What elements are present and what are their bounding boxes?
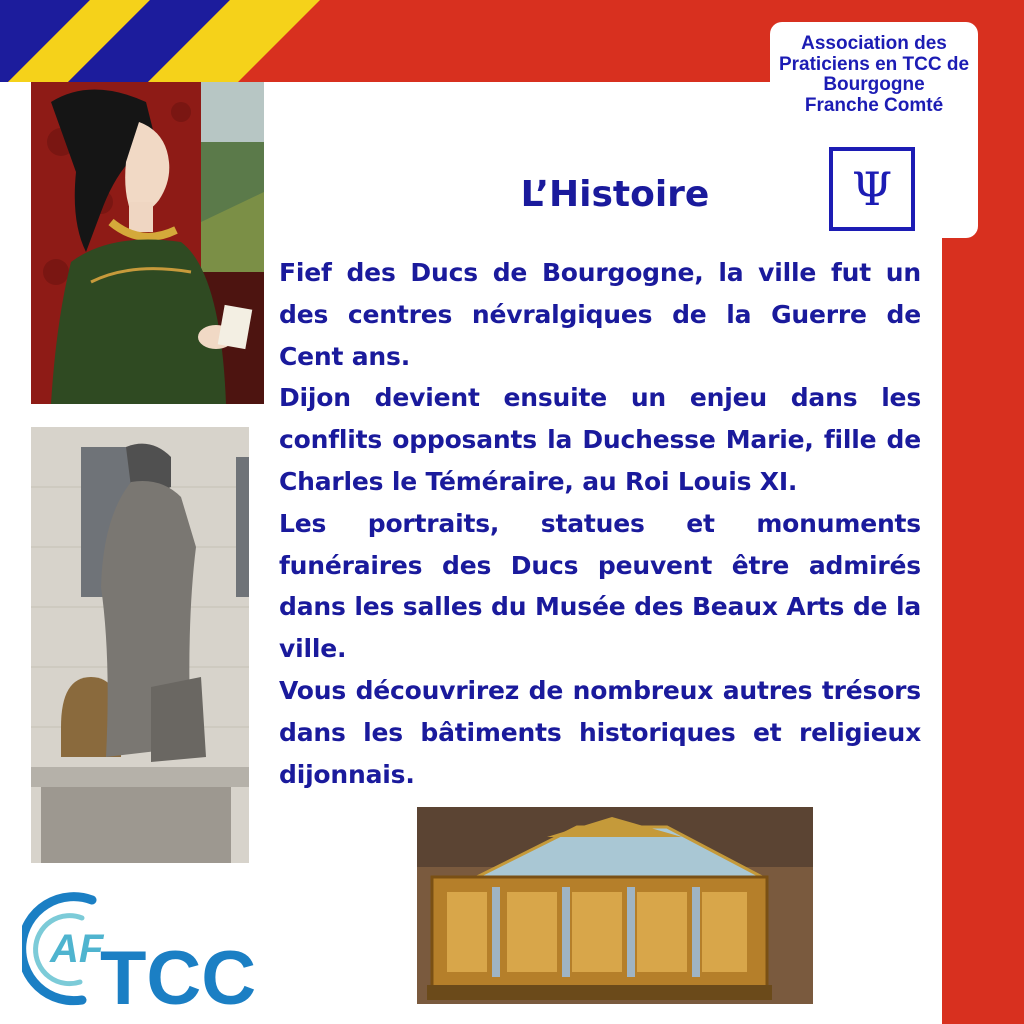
paragraph: Vous découvrirez de nombreux autres trésors dans les bâtiments historiques et religieux dijonnais. — [279, 675, 921, 789]
association-badge — [770, 22, 978, 238]
paragraph: Dijon devient ensuite un enjeu dans les conflits opposants la Duchesse Marie, fille de Charles le Téméraire, au Roi Louis XI. — [279, 383, 921, 496]
psi-logo-box — [829, 147, 915, 231]
duke-statue-image — [31, 427, 249, 863]
association-line-2: Praticiens en TCC de — [778, 53, 970, 75]
history-text — [279, 252, 921, 795]
tcc-text: TCC — [100, 936, 257, 1012]
page-title: L’Histoire — [520, 174, 710, 215]
association-line-3: Bourgogne — [823, 74, 925, 95]
duchess-portrait-image — [31, 82, 264, 404]
association-name — [770, 34, 978, 116]
association-line-1: Association des — [801, 33, 947, 54]
af-initials: AF — [50, 927, 104, 971]
association-line-4: Franche Comté — [804, 94, 944, 116]
paragraph: Les portraits, statues et monuments funéraires des Ducs peuvent être admirés dans les salles du Musée des Beaux Arts de la ville. — [279, 508, 921, 664]
golden-reliquary-image — [417, 807, 813, 1004]
aftcc-logo — [22, 882, 262, 1012]
psi-icon: Ψ — [851, 162, 893, 216]
paragraph: Fief des Ducs de Bourgogne, la ville fut un des centres névralgiques de la Guerre de Cent ans. — [279, 258, 921, 371]
